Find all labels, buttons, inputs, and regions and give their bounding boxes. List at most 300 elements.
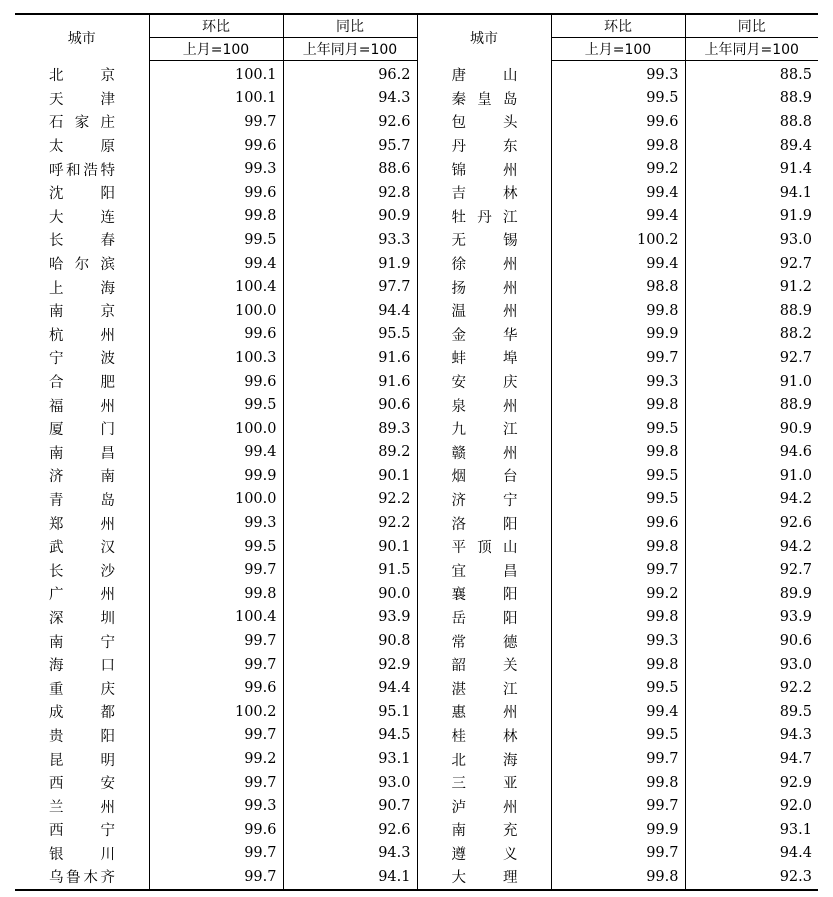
city-right-name: 蚌埠 (451, 351, 518, 368)
yoy-right-value: 88.2 (779, 326, 812, 343)
mom-left-value: 99.5 (149, 393, 283, 417)
mom-left-value: 99.7 (149, 842, 283, 866)
yoy-left-value: 92.2 (283, 511, 417, 535)
yoy-right-value: 92.6 (779, 515, 812, 532)
table-row (15, 653, 818, 677)
city-right-cell (417, 393, 551, 417)
city-left-cell (15, 842, 149, 866)
mom-left-value: 99.5 (149, 228, 283, 252)
mom-left-value: 99.4 (149, 441, 283, 465)
city-right-name: 泉州 (451, 398, 518, 415)
mom-right-value: 99.7 (551, 558, 685, 582)
mom-left-value: 99.7 (149, 629, 283, 653)
city-left-name: 银川 (49, 846, 115, 863)
city-right-cell (417, 61, 551, 87)
city-left-cell (15, 676, 149, 700)
yoy-right-value: 92.7 (779, 562, 812, 579)
yoy-right-value: 88.9 (779, 90, 812, 107)
city-right-cell (417, 370, 551, 394)
header-mom-left: 环比 (149, 14, 283, 38)
yoy-left-value: 89.3 (283, 417, 417, 441)
yoy-right-value: 93.0 (779, 231, 812, 248)
city-left-name: 石家庄 (49, 115, 115, 132)
yoy-right-value: 92.7 (779, 349, 812, 366)
table-row (15, 629, 818, 653)
yoy-right-value: 88.9 (779, 397, 812, 414)
yoy-left-value: 95.7 (283, 134, 417, 158)
city-left-name: 长春 (49, 233, 115, 250)
city-left-name: 南宁 (49, 634, 115, 651)
city-right-cell (417, 441, 551, 465)
yoy-left-value: 88.6 (283, 157, 417, 181)
city-right-name: 温州 (451, 304, 518, 321)
mom-right-value: 99.3 (551, 629, 685, 653)
yoy-left-value: 90.1 (283, 464, 417, 488)
mom-right-value: 99.7 (551, 747, 685, 771)
city-left-cell (15, 181, 149, 205)
city-right-cell (417, 676, 551, 700)
city-left-name: 长沙 (49, 563, 115, 580)
yoy-left-value: 90.6 (283, 393, 417, 417)
table-row (15, 676, 818, 700)
yoy-right-value: 92.7 (779, 255, 812, 272)
yoy-right-value: 94.7 (779, 751, 812, 768)
yoy-right-value: 94.2 (779, 491, 812, 508)
city-left-cell (15, 61, 149, 87)
city-left-name: 天津 (49, 91, 115, 108)
yoy-right-value: 88.9 (779, 302, 812, 319)
mom-right-value: 99.8 (551, 606, 685, 630)
city-left-cell (15, 535, 149, 559)
city-right-name: 洛阳 (451, 516, 518, 533)
mom-left-value: 100.3 (149, 346, 283, 370)
city-right-name: 宜昌 (451, 563, 518, 580)
yoy-right-value: 91.0 (779, 373, 812, 390)
mom-right-value: 99.4 (551, 181, 685, 205)
table-row (15, 299, 818, 323)
mom-left-value: 99.4 (149, 252, 283, 276)
mom-left-value: 99.3 (149, 157, 283, 181)
yoy-left-value: 94.5 (283, 724, 417, 748)
yoy-left-value: 93.1 (283, 747, 417, 771)
city-right-name: 徐州 (451, 257, 518, 274)
mom-left-value: 99.7 (149, 110, 283, 134)
mom-right-value: 98.8 (551, 275, 685, 299)
city-right-name: 安庆 (451, 375, 518, 392)
table-row (15, 346, 818, 370)
table-row (15, 228, 818, 252)
yoy-left-value: 94.3 (283, 87, 417, 111)
city-left-name: 哈尔滨 (49, 257, 115, 274)
table-row (15, 417, 818, 441)
city-left-name: 合肥 (49, 375, 115, 392)
mom-right-value: 99.5 (551, 676, 685, 700)
city-right-cell (417, 865, 551, 890)
mom-right-value: 99.5 (551, 87, 685, 111)
mom-left-value: 99.7 (149, 558, 283, 582)
header-city-right: 城市 (417, 14, 551, 61)
yoy-right-value: 88.5 (779, 66, 812, 83)
city-left-cell (15, 275, 149, 299)
city-left-name: 重庆 (49, 681, 115, 698)
city-left-cell (15, 299, 149, 323)
city-left-cell (15, 134, 149, 158)
city-left-cell (15, 794, 149, 818)
city-left-name: 呼和浩特 (49, 162, 115, 179)
city-right-cell (417, 818, 551, 842)
price-index-table-container (15, 13, 818, 891)
mom-left-value: 99.8 (149, 205, 283, 229)
yoy-right-value: 94.1 (779, 184, 812, 201)
city-right-cell (417, 252, 551, 276)
city-right-cell (417, 747, 551, 771)
yoy-left-value: 93.9 (283, 606, 417, 630)
table-row (15, 275, 818, 299)
city-left-cell (15, 653, 149, 677)
city-left-cell (15, 771, 149, 795)
city-right-name: 九江 (451, 422, 518, 439)
city-left-name: 沈阳 (49, 186, 115, 203)
mom-right-value: 99.8 (551, 653, 685, 677)
table-row (15, 134, 818, 158)
yoy-left-value: 96.2 (283, 61, 417, 87)
table-row (15, 205, 818, 229)
mom-right-value: 99.4 (551, 205, 685, 229)
city-left-cell (15, 87, 149, 111)
table-row (15, 700, 818, 724)
yoy-left-value: 91.9 (283, 252, 417, 276)
city-right-name: 秦皇岛 (451, 91, 518, 108)
table-row (15, 606, 818, 630)
mom-right-value: 99.9 (551, 818, 685, 842)
yoy-right-value: 94.6 (779, 444, 812, 461)
city-left-name: 北京 (49, 68, 115, 85)
mom-left-value: 100.4 (149, 606, 283, 630)
city-right-name: 惠州 (451, 705, 518, 722)
city-left-cell (15, 582, 149, 606)
mom-left-value: 100.0 (149, 488, 283, 512)
city-right-cell (417, 488, 551, 512)
yoy-left-value: 94.3 (283, 842, 417, 866)
city-left-cell (15, 157, 149, 181)
yoy-left-value: 97.7 (283, 275, 417, 299)
city-left-cell (15, 700, 149, 724)
yoy-left-value: 93.0 (283, 771, 417, 795)
mom-left-value: 99.8 (149, 582, 283, 606)
yoy-left-value: 92.8 (283, 181, 417, 205)
price-index-table (15, 13, 818, 891)
header-mom-right: 环比 (551, 14, 685, 38)
city-right-cell (417, 535, 551, 559)
yoy-right-value: 94.2 (779, 538, 812, 555)
mom-right-value: 100.2 (551, 228, 685, 252)
mom-left-value: 100.2 (149, 700, 283, 724)
city-right-name: 湛江 (451, 681, 518, 698)
mom-right-value: 99.7 (551, 842, 685, 866)
city-left-name: 南京 (49, 304, 115, 321)
mom-right-value: 99.5 (551, 488, 685, 512)
table-row (15, 842, 818, 866)
table-row (15, 582, 818, 606)
city-left-name: 昆明 (49, 752, 115, 769)
table-row (15, 724, 818, 748)
city-right-cell (417, 464, 551, 488)
header-city-left: 城市 (15, 14, 149, 61)
mom-right-value: 99.2 (551, 582, 685, 606)
city-left-name: 济南 (49, 469, 115, 486)
city-right-cell (417, 511, 551, 535)
city-right-cell (417, 417, 551, 441)
city-left-cell (15, 205, 149, 229)
table-row (15, 441, 818, 465)
city-left-cell (15, 488, 149, 512)
city-right-cell (417, 653, 551, 677)
mom-left-value: 100.1 (149, 61, 283, 87)
city-right-name: 锦州 (451, 162, 518, 179)
table-row (15, 323, 818, 347)
mom-left-value: 99.6 (149, 134, 283, 158)
city-right-cell (417, 205, 551, 229)
city-right-cell (417, 228, 551, 252)
table-row (15, 558, 818, 582)
yoy-left-value: 90.0 (283, 582, 417, 606)
mom-left-value: 99.3 (149, 511, 283, 535)
header-yoy-left: 同比 (283, 14, 417, 38)
table-row (15, 87, 818, 111)
mom-left-value: 99.7 (149, 653, 283, 677)
yoy-left-value: 90.1 (283, 535, 417, 559)
header-mom-base-right: 上月=100 (551, 38, 685, 61)
city-right-name: 北海 (451, 752, 518, 769)
city-right-name: 牡丹江 (451, 209, 518, 226)
city-right-cell (417, 275, 551, 299)
city-right-cell (417, 582, 551, 606)
yoy-right-value: 89.9 (779, 585, 812, 602)
mom-left-value: 99.6 (149, 370, 283, 394)
city-left-cell (15, 818, 149, 842)
mom-right-value: 99.8 (551, 535, 685, 559)
yoy-right-value: 90.6 (779, 633, 812, 650)
city-right-name: 无锡 (451, 233, 518, 250)
city-right-cell (417, 629, 551, 653)
yoy-left-value: 91.5 (283, 558, 417, 582)
mom-right-value: 99.7 (551, 794, 685, 818)
table-row (15, 535, 818, 559)
city-left-name: 青岛 (49, 492, 115, 509)
mom-right-value: 99.3 (551, 61, 685, 87)
city-left-name: 厦门 (49, 422, 115, 439)
city-left-cell (15, 228, 149, 252)
city-left-cell (15, 323, 149, 347)
mom-left-value: 99.7 (149, 865, 283, 890)
city-left-name: 西安 (49, 776, 115, 793)
city-left-name: 乌鲁木齐 (49, 870, 115, 887)
city-right-name: 三亚 (451, 776, 518, 793)
yoy-left-value: 95.1 (283, 700, 417, 724)
mom-right-value: 99.8 (551, 134, 685, 158)
city-right-cell (417, 771, 551, 795)
city-left-cell (15, 110, 149, 134)
mom-left-value: 99.3 (149, 794, 283, 818)
mom-right-value: 99.7 (551, 346, 685, 370)
city-right-cell (417, 346, 551, 370)
city-right-name: 襄阳 (451, 587, 518, 604)
yoy-right-value: 93.1 (779, 821, 812, 838)
city-right-name: 济宁 (451, 492, 518, 509)
yoy-left-value: 94.4 (283, 676, 417, 700)
city-right-name: 烟台 (451, 469, 518, 486)
yoy-left-value: 92.2 (283, 488, 417, 512)
city-right-name: 桂林 (451, 728, 518, 745)
table-row (15, 157, 818, 181)
yoy-left-value: 89.2 (283, 441, 417, 465)
city-right-name: 南充 (451, 823, 518, 840)
table-row (15, 181, 818, 205)
mom-right-value: 99.8 (551, 771, 685, 795)
yoy-left-value: 91.6 (283, 346, 417, 370)
table-row (15, 464, 818, 488)
city-left-name: 杭州 (49, 327, 115, 344)
yoy-right-value: 91.9 (779, 208, 812, 225)
city-left-cell (15, 629, 149, 653)
yoy-left-value: 91.6 (283, 370, 417, 394)
mom-right-value: 99.3 (551, 370, 685, 394)
yoy-right-value: 94.3 (779, 727, 812, 744)
table-row (15, 818, 818, 842)
city-right-name: 金华 (451, 327, 518, 344)
mom-left-value: 99.7 (149, 724, 283, 748)
yoy-right-value: 91.0 (779, 467, 812, 484)
yoy-left-value: 90.8 (283, 629, 417, 653)
header-yoy-right: 同比 (685, 14, 818, 38)
city-left-cell (15, 346, 149, 370)
mom-right-value: 99.8 (551, 393, 685, 417)
mom-left-value: 99.5 (149, 535, 283, 559)
city-right-cell (417, 299, 551, 323)
city-left-cell (15, 393, 149, 417)
mom-left-value: 99.6 (149, 676, 283, 700)
city-left-cell (15, 252, 149, 276)
city-right-name: 扬州 (451, 280, 518, 297)
mom-left-value: 99.2 (149, 747, 283, 771)
city-left-name: 太原 (49, 139, 115, 156)
table-row (15, 393, 818, 417)
table-row (15, 488, 818, 512)
city-right-name: 包头 (451, 115, 518, 132)
mom-right-value: 99.5 (551, 417, 685, 441)
yoy-left-value: 90.9 (283, 205, 417, 229)
city-left-name: 海口 (49, 658, 115, 675)
yoy-left-value: 94.1 (283, 865, 417, 890)
city-right-cell (417, 724, 551, 748)
city-right-name: 大理 (451, 870, 518, 887)
mom-left-value: 100.0 (149, 299, 283, 323)
yoy-right-value: 90.9 (779, 420, 812, 437)
mom-right-value: 99.4 (551, 700, 685, 724)
mom-left-value: 99.6 (149, 181, 283, 205)
table-body (15, 61, 818, 890)
city-right-name: 平顶山 (451, 540, 518, 557)
table-row (15, 511, 818, 535)
city-left-name: 郑州 (49, 516, 115, 533)
city-right-cell (417, 87, 551, 111)
city-left-name: 贵阳 (49, 728, 115, 745)
yoy-left-value: 92.9 (283, 653, 417, 677)
mom-right-value: 99.9 (551, 323, 685, 347)
yoy-left-value: 90.7 (283, 794, 417, 818)
mom-right-value: 99.6 (551, 110, 685, 134)
city-left-cell (15, 865, 149, 890)
table-header (15, 14, 818, 61)
table-row (15, 252, 818, 276)
city-left-cell (15, 558, 149, 582)
city-left-cell (15, 417, 149, 441)
city-right-cell (417, 558, 551, 582)
city-left-name: 深圳 (49, 610, 115, 627)
yoy-left-value: 93.3 (283, 228, 417, 252)
city-right-cell (417, 842, 551, 866)
city-right-cell (417, 181, 551, 205)
mom-right-value: 99.5 (551, 464, 685, 488)
header-yoy-base-right: 上年同月=100 (685, 38, 818, 61)
city-right-name: 韶关 (451, 658, 518, 675)
city-left-cell (15, 370, 149, 394)
table-row (15, 771, 818, 795)
table-row (15, 794, 818, 818)
city-left-cell (15, 511, 149, 535)
city-right-name: 吉林 (451, 186, 518, 203)
city-right-cell (417, 794, 551, 818)
mom-right-value: 99.6 (551, 511, 685, 535)
mom-left-value: 99.7 (149, 771, 283, 795)
city-left-cell (15, 606, 149, 630)
mom-left-value: 100.4 (149, 275, 283, 299)
yoy-right-value: 88.8 (779, 113, 812, 130)
mom-left-value: 99.6 (149, 323, 283, 347)
table-row (15, 61, 818, 87)
city-right-name: 岳阳 (451, 610, 518, 627)
mom-left-value: 99.6 (149, 818, 283, 842)
mom-right-value: 99.4 (551, 252, 685, 276)
yoy-left-value: 94.4 (283, 299, 417, 323)
mom-right-value: 99.8 (551, 865, 685, 890)
yoy-right-value: 91.4 (779, 161, 812, 178)
city-left-name: 福州 (49, 398, 115, 415)
city-left-name: 武汉 (49, 540, 115, 557)
yoy-right-value: 92.0 (779, 798, 812, 815)
city-left-name: 成都 (49, 705, 115, 722)
yoy-right-value: 92.2 (779, 680, 812, 697)
mom-left-value: 100.1 (149, 87, 283, 111)
table-row (15, 747, 818, 771)
yoy-right-value: 93.9 (779, 609, 812, 626)
header-mom-base-left: 上月=100 (149, 38, 283, 61)
city-left-name: 兰州 (49, 799, 115, 816)
table-row (15, 370, 818, 394)
city-left-name: 广州 (49, 587, 115, 604)
city-left-cell (15, 464, 149, 488)
city-left-name: 大连 (49, 209, 115, 226)
city-right-cell (417, 134, 551, 158)
table-row (15, 865, 818, 890)
city-right-name: 泸州 (451, 799, 518, 816)
yoy-right-value: 89.4 (779, 137, 812, 154)
city-left-name: 南昌 (49, 445, 115, 462)
yoy-right-value: 92.9 (779, 774, 812, 791)
city-left-cell (15, 747, 149, 771)
city-right-name: 丹东 (451, 139, 518, 156)
mom-left-value: 100.0 (149, 417, 283, 441)
